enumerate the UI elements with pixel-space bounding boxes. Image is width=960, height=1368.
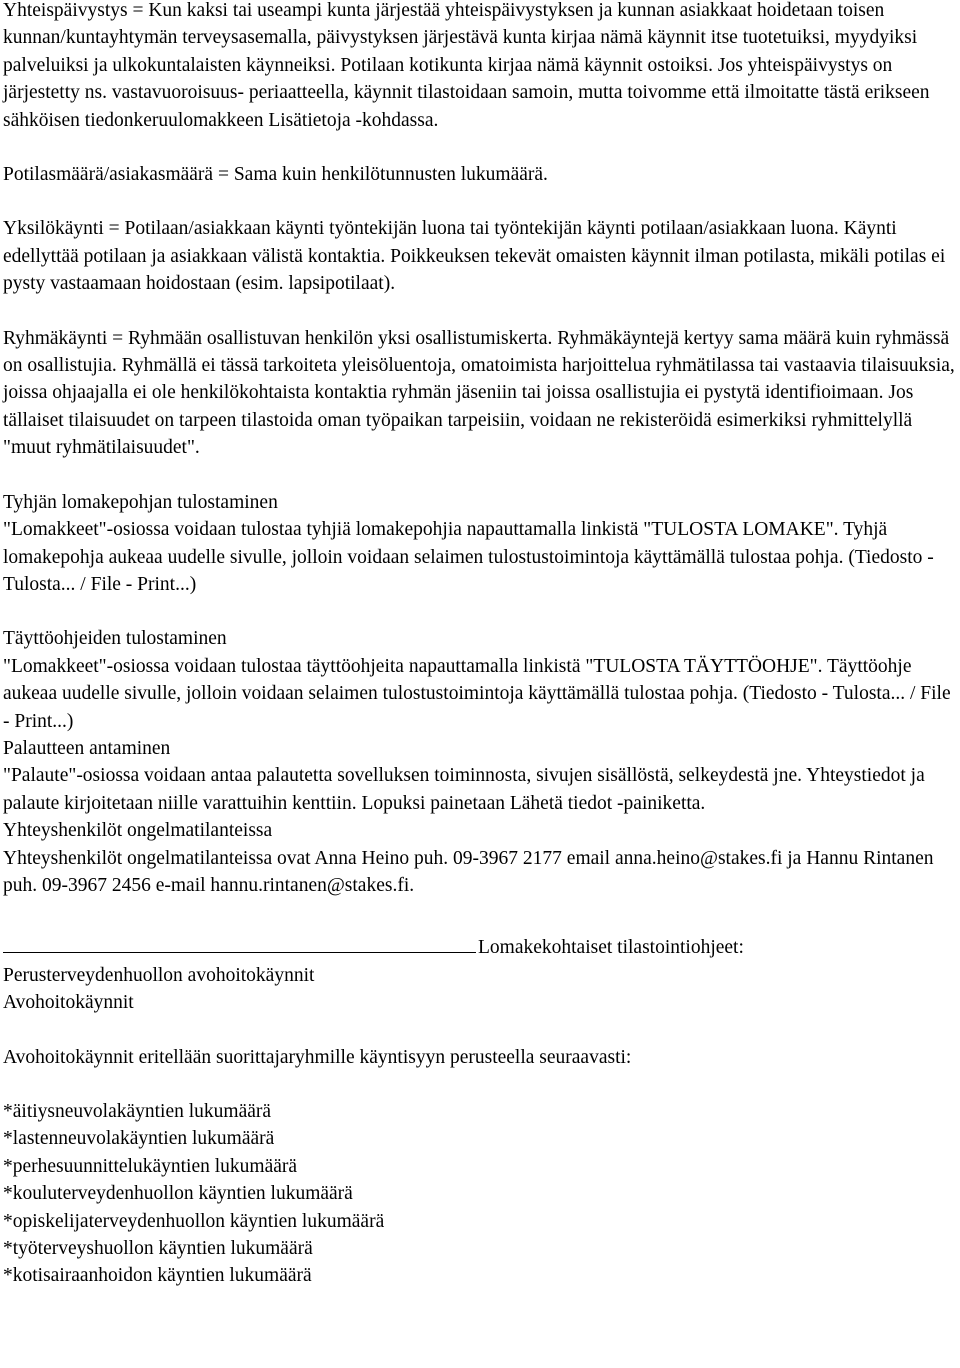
spacer (3, 134, 957, 161)
list-item: *kouluterveydenhuollon käyntien lukumäärä (3, 1183, 353, 1205)
spacer (3, 899, 957, 926)
document-page (3, 0, 957, 1290)
form-instructions-label: Lomakekohtaiset tilastointiohjeet: (478, 937, 744, 959)
form-instructions-rule (3, 930, 957, 961)
form-intro: Avohoitokäynnit eritellään suorittajaryhmille käyntisyyn perusteella seuraavasti: (3, 1046, 632, 1068)
paragraph-ryhmakaynti: Ryhmäkäynti = Ryhmään osallistuvan henkilön yksi osallistumiskerta. Ryhmäkäyntejä kertyy sama määrä kuin ryhmässä on osallistujia. Ryhmällä ei tässä tarkoiteta yleisöluentoja, omatoimista harjoittelua ryhmätilassa tai vastaavia tilaisuuksia, joissa ohjaajalla ei ole henkilökohtaista kontaktia ryhmän jäseniin tai joissa osallistujia ei pystytä identifioimaan. Jos tällaiset tilaisuudet on tarpeen tilastoida oman työpaikan tarpeisiin, voidaan ne rekisteröidä esimerkiksi ryhmittelyllä "muut ryhmätilaisuudet". (3, 327, 955, 459)
visit-type-list (3, 1098, 957, 1290)
spacer (3, 462, 957, 489)
paragraph-palaute: "Palaute"-osiossa voidaan antaa palautetta sovelluksen toiminnosta, sivujen sisällöstä, selkeydestä jne. Yhteystiedot ja palaute kirjoitetaan niille varattuihin kenttiin. Lopuksi painetaan Lähetä tiedot -painiketta. (3, 765, 925, 814)
spacer (3, 1071, 957, 1098)
list-item: *kotisairaanhoidon käyntien lukumäärä (3, 1265, 312, 1287)
heading-palaute: Palautteen antaminen (3, 737, 171, 759)
paragraph-lomakepohja: "Lomakkeet"-osiossa voidaan tulostaa tyhjiä lomakepohjia napauttamalla linkistä "TULOSTA LOMAKE". Tyhjä lomakepohja aukeaa uudelle sivulle, jolloin voidaan selaimen tulostustoimintoja käyttämällä tulostaa pohja. (Tiedosto - Tulosta... / File - Print...) (3, 519, 934, 595)
paragraph-yhteispaivystys: Yhteispäivystys = Kun kaksi tai useampi kunta järjestää yhteispäivystyksen ja kunnan asiakkaat hoidetaan toisen kunnan/kuntayhtymän terveysasemalla, päivystyksen järjestävä kunta kirjaa nämä käynnit itse tuotetuiksi, myydyiksi palveluiksi ja ulkokuntalaisten käynneiksi. Potilaan kotikunta kirjaa nämä käynnit ostoiksi. Jos yhteispäivystys on järjestetty ns. vastavuoroisuus- periaatteella, käynnit tilastoidaan samoin, mutta toivomme että ilmoitatte tästä erikseen sähköisen tiedonkeruulomakkeen Lisätietoja -kohdassa. (3, 0, 930, 131)
spacer (3, 1017, 957, 1044)
list-item: *lastenneuvolakäyntien lukumäärä (3, 1128, 275, 1150)
heading-tayttoohje: Täyttöohjeiden tulostaminen (3, 628, 227, 650)
spacer (3, 598, 957, 625)
spacer (3, 298, 957, 325)
horizontal-rule (3, 930, 476, 953)
spacer (3, 188, 957, 215)
paragraph-yhteyshenkilot: Yhteyshenkilöt ongelmatilanteissa ovat Anna Heino puh. 09-3967 2177 email anna.heino@stakes.fi ja Hannu Rintanen puh. 09-3967 2456 e-mail hannu.rintanen@stakes.fi. (3, 847, 934, 896)
list-item: *äitiysneuvolakäyntien lukumäärä (3, 1101, 272, 1122)
paragraph-yksilokaynti: Yksilökäynti = Potilaan/asiakkaan käynti työntekijän luona tai työntekijän käynti potilaan/asiakkaan luona. Käynti edellyttää potilaan ja asiakkaan välistä kontaktia. Poikkeuksen tekevät omaisten käynnit ilman potilasta, mikäli potilas ei pysty vastaamaan hoidostaan (esim. lapsipotilaat). (3, 218, 946, 295)
heading-yhteyshenkilot: Yhteyshenkilöt ongelmatilanteissa (3, 820, 273, 842)
list-item: *perhesuunnittelukäyntien lukumäärä (3, 1155, 298, 1177)
form-title: Perusterveydenhuollon avohoitokäynnit (3, 964, 315, 986)
form-subtitle: Avohoitokäynnit (3, 992, 134, 1014)
paragraph-tayttoohje: "Lomakkeet"-osiossa voidaan tulostaa täyttöohjeita napauttamalla linkistä "TULOSTA TÄYTTÖOHJE". Täyttöohje aukeaa uudelle sivulle, jolloin voidaan selaimen tulostustoimintoja käyttämällä tulostaa pohja. (Tiedosto - Tulosta... / File - Print...) (3, 655, 951, 732)
heading-lomakepohja: Tyhjän lomakepohjan tulostaminen (3, 491, 278, 513)
list-item: *opiskelijaterveydenhuollon käyntien lukumäärä (3, 1210, 385, 1232)
list-item: *työterveyshuollon käyntien lukumäärä (3, 1238, 313, 1260)
paragraph-potilasmaara: Potilasmäärä/asiakasmäärä = Sama kuin henkilötunnusten lukumäärä. (3, 164, 548, 186)
